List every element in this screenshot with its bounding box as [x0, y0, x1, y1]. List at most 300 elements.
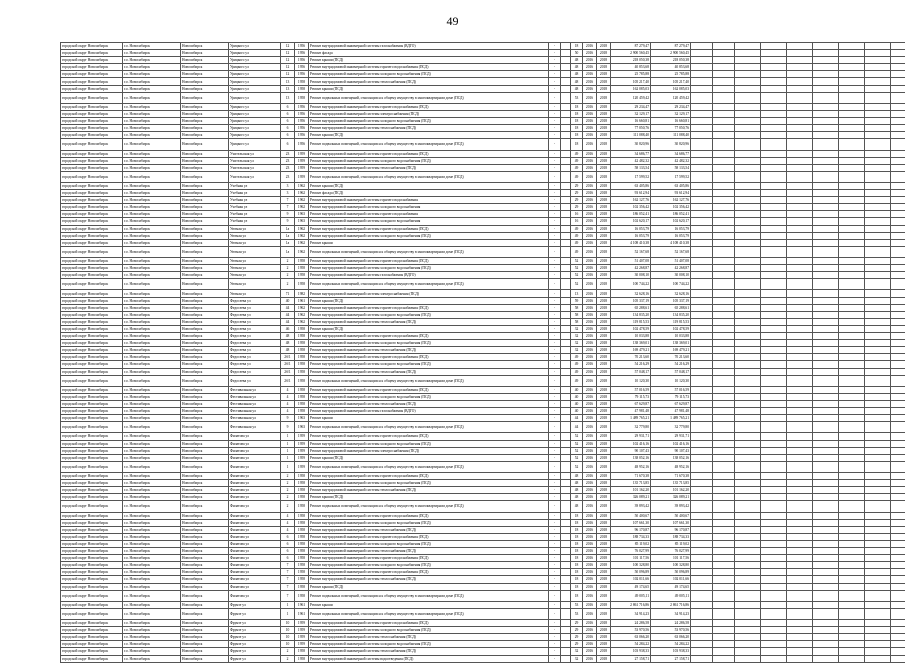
cell-work: Ремонт внутридомовой инженерной системы холодного водоснабжения (ПСД) — [309, 340, 549, 347]
cell-empty — [735, 608, 761, 619]
cell-empty — [865, 279, 891, 290]
cell-city2: Новосибирск — [181, 340, 229, 347]
cell-empty — [787, 182, 813, 189]
cell-sum2: 54 284,22 — [651, 641, 691, 648]
cell-empty — [891, 480, 905, 487]
cell-empty — [813, 440, 839, 447]
cell-sum: 10 033,88 — [611, 333, 651, 340]
cell-y2: 2018 — [597, 347, 611, 354]
cell-work: Ремонт подвальных помещений, относящихся к общему имуществу в многоквартирном доме (ПСД) — [309, 92, 549, 103]
table-row — [61, 461, 905, 472]
cell-house: 3 — [281, 182, 295, 189]
cell-sum: 54 284,22 — [611, 641, 651, 648]
cell-y2: 2018 — [597, 562, 611, 569]
cell-empty — [813, 57, 839, 64]
cell-city2: Новосибирск — [181, 164, 229, 171]
cell-area: городской округ Новосибирск — [61, 361, 123, 368]
cell-empty — [761, 408, 787, 415]
cell-sum: 138 052,16 — [611, 454, 651, 461]
table-row — [61, 393, 905, 400]
cell-empty — [813, 232, 839, 239]
cell-sum2: 87 279,47 — [651, 43, 691, 50]
cell-empty — [865, 297, 891, 304]
cell-empty — [839, 447, 865, 454]
cell-city2: Новосибирск — [181, 533, 229, 540]
cell-n: 18 — [571, 583, 583, 590]
cell-year: 1962 — [295, 304, 309, 311]
cell-empty — [561, 562, 571, 569]
cell-sum2: 2 900 560,45 — [651, 50, 691, 57]
cell-empty — [691, 118, 713, 125]
cell-house: 7 — [281, 197, 295, 204]
cell-year: 1958 — [295, 473, 309, 480]
cell-year: 1962 — [295, 190, 309, 197]
cell-empty — [865, 440, 891, 447]
cell-sum2: 4 108 410,38 — [651, 239, 691, 246]
cell-house: 10 — [281, 627, 295, 634]
cell-empty — [787, 225, 813, 232]
cell-empty — [735, 279, 761, 290]
cell-empty — [561, 311, 571, 318]
cell-area: городской округ Новосибирск — [61, 239, 123, 246]
cell-empty — [761, 57, 787, 64]
cell-empty — [813, 246, 839, 257]
cell-n: 48 — [571, 494, 583, 501]
cell-empty — [691, 57, 713, 64]
cell-city: г.о. Новосибирск — [123, 64, 181, 71]
cell-empty — [891, 422, 905, 433]
table-row — [61, 501, 905, 512]
cell-area: городской округ Новосибирск — [61, 533, 123, 540]
cell-city: г.о. Новосибирск — [123, 232, 181, 239]
cell-city: г.о. Новосибирск — [123, 139, 181, 150]
cell-street: Федосеева ул — [229, 333, 281, 340]
cell-empty — [691, 340, 713, 347]
cell-city2: Новосибирск — [181, 325, 229, 332]
cell-street: Фрунзе ул — [229, 601, 281, 608]
cell-empty — [813, 85, 839, 92]
cell-street: Федосеева ул — [229, 368, 281, 375]
cell-sum2: 2 861 716,86 — [651, 601, 691, 608]
cell-empty — [839, 368, 865, 375]
cell-n: 18 — [571, 43, 583, 50]
cell-work: Ремонт крыши (ПСД) — [309, 454, 549, 461]
cell-empty — [865, 211, 891, 218]
cell-sum: 87 279,47 — [611, 43, 651, 50]
cell-empty — [891, 197, 905, 204]
cell-empty — [839, 433, 865, 440]
cell-street: Уютная ул — [229, 225, 281, 232]
cell-empty — [691, 50, 713, 57]
cell-empty — [839, 64, 865, 71]
cell-empty — [691, 290, 713, 297]
cell-y2: 2018 — [597, 164, 611, 171]
cell-y2: 2018 — [597, 393, 611, 400]
cell-house: 2б/1 — [281, 375, 295, 386]
cell-empty — [561, 197, 571, 204]
cell-empty — [713, 408, 735, 415]
cell-mark: - — [549, 125, 561, 132]
cell-y2: 2018 — [597, 232, 611, 239]
cell-empty — [839, 440, 865, 447]
cell-city2: Новосибирск — [181, 190, 229, 197]
cell-empty — [691, 43, 713, 50]
cell-y2: 2018 — [597, 473, 611, 480]
cell-empty — [713, 569, 735, 576]
cell-city2: Новосибирск — [181, 110, 229, 117]
cell-empty — [561, 461, 571, 472]
cell-year: 1956 — [295, 132, 309, 139]
cell-empty — [561, 354, 571, 361]
cell-empty — [891, 85, 905, 92]
cell-empty — [761, 533, 787, 540]
cell-empty — [691, 139, 713, 150]
cell-n: 29 — [571, 190, 583, 197]
cell-n: 50 — [571, 50, 583, 57]
cell-empty — [891, 386, 905, 393]
cell-empty — [691, 304, 713, 311]
cell-empty — [787, 103, 813, 110]
cell-city: г.о. Новосибирск — [123, 304, 181, 311]
cell-n: 49 — [571, 239, 583, 246]
cell-y1: 2016 — [583, 211, 597, 218]
cell-house: 2 — [281, 648, 295, 655]
cell-area: городской округ Новосибирск — [61, 311, 123, 318]
cell-city: г.о. Новосибирск — [123, 526, 181, 533]
cell-y2: 2018 — [597, 171, 611, 182]
cell-empty — [865, 311, 891, 318]
cell-empty — [813, 279, 839, 290]
cell-street: Учебная ул — [229, 211, 281, 218]
cell-y1: 2016 — [583, 182, 597, 189]
cell-empty — [561, 375, 571, 386]
cell-city: г.о. Новосибирск — [123, 197, 181, 204]
cell-city2: Новосибирск — [181, 494, 229, 501]
cell-house: 1 — [281, 440, 295, 447]
cell-y1: 2016 — [583, 164, 597, 171]
cell-y1: 2016 — [583, 197, 597, 204]
cell-n: 29 — [571, 197, 583, 204]
cell-area: городской округ Новосибирск — [61, 576, 123, 583]
cell-sum2: 90 107,43 — [651, 447, 691, 454]
cell-city: г.о. Новосибирск — [123, 393, 181, 400]
cell-house: 48 — [281, 340, 295, 347]
cell-empty — [787, 361, 813, 368]
cell-empty — [865, 157, 891, 164]
cell-sum: 102 356,42 — [611, 204, 651, 211]
cell-empty — [839, 232, 865, 239]
table-row — [61, 258, 905, 265]
cell-city: г.о. Новосибирск — [123, 569, 181, 576]
cell-empty — [787, 204, 813, 211]
cell-street: Филатова ул — [229, 540, 281, 547]
cell-city: г.о. Новосибирск — [123, 43, 181, 50]
cell-mark: - — [549, 386, 561, 393]
cell-sum: 57 048,17 — [611, 368, 651, 375]
cell-house: 4 — [281, 400, 295, 407]
cell-empty — [691, 433, 713, 440]
cell-y1: 2016 — [583, 533, 597, 540]
cell-area: городской округ Новосибирск — [61, 190, 123, 197]
cell-empty — [839, 533, 865, 540]
cell-empty — [813, 375, 839, 386]
cell-mark: - — [549, 304, 561, 311]
cell-sum: 32 628,16 — [611, 290, 651, 297]
cell-empty — [891, 454, 905, 461]
cell-mark: - — [549, 318, 561, 325]
cell-n: 44 — [571, 415, 583, 422]
cell-empty — [813, 50, 839, 57]
cell-year: 1958 — [295, 393, 309, 400]
cell-empty — [735, 433, 761, 440]
cell-area: городской округ Новосибирск — [61, 648, 123, 655]
table-row — [61, 608, 905, 619]
cell-y2: 2018 — [597, 519, 611, 526]
cell-street: Филатова ул — [229, 583, 281, 590]
cell-empty — [891, 601, 905, 608]
cell-empty — [713, 533, 735, 540]
cell-year: 1959 — [295, 150, 309, 157]
table-row — [61, 361, 905, 368]
cell-sum: 71 670,38 — [611, 473, 651, 480]
cell-empty — [713, 354, 735, 361]
cell-year: 1958 — [295, 92, 309, 103]
cell-area: городской округ Новосибирск — [61, 225, 123, 232]
cell-empty — [891, 526, 905, 533]
cell-sum2: 48 952,16 — [651, 461, 691, 472]
cell-area: городской округ Новосибирск — [61, 583, 123, 590]
cell-empty — [761, 393, 787, 400]
cell-empty — [787, 655, 813, 662]
cell-work: Ремонт внутридомовой инженерной системы холодного водоснабжения (ПСД) — [309, 480, 549, 487]
cell-area: городской округ Новосибирск — [61, 494, 123, 501]
cell-empty — [839, 655, 865, 662]
cell-n: 40 — [571, 408, 583, 415]
cell-street: Урицкого ул — [229, 43, 281, 50]
cell-empty — [865, 461, 891, 472]
cell-street: Фестивальная ул — [229, 408, 281, 415]
cell-sum: 2 900 560,45 — [611, 50, 651, 57]
cell-street: Филатова ул — [229, 473, 281, 480]
cell-empty — [691, 333, 713, 340]
cell-street: Филатова ул — [229, 576, 281, 583]
cell-empty — [891, 347, 905, 354]
cell-mark: - — [549, 85, 561, 92]
cell-area: городской округ Новосибирск — [61, 454, 123, 461]
cell-empty — [735, 78, 761, 85]
table-row — [61, 526, 905, 533]
cell-city2: Новосибирск — [181, 118, 229, 125]
cell-empty — [561, 118, 571, 125]
cell-sum: 102 478,59 — [611, 325, 651, 332]
cell-empty — [735, 211, 761, 218]
cell-empty — [787, 386, 813, 393]
cell-area: городской округ Новосибирск — [61, 304, 123, 311]
cell-n: 18 — [571, 110, 583, 117]
cell-area: городской округ Новосибирск — [61, 512, 123, 519]
cell-empty — [761, 368, 787, 375]
cell-area: городской округ Новосибирск — [61, 347, 123, 354]
cell-empty — [713, 239, 735, 246]
cell-y2: 2018 — [597, 125, 611, 132]
cell-city: г.о. Новосибирск — [123, 311, 181, 318]
cell-empty — [813, 354, 839, 361]
cell-mark: - — [549, 576, 561, 583]
cell-street: Урицкого ул — [229, 132, 281, 139]
cell-sum: 47 981,48 — [611, 408, 651, 415]
cell-empty — [787, 501, 813, 512]
cell-empty — [761, 555, 787, 562]
cell-sum2: 29 234,47 — [651, 103, 691, 110]
cell-empty — [761, 340, 787, 347]
cell-year: 1958 — [295, 501, 309, 512]
cell-mark: - — [549, 57, 561, 64]
cell-sum: 10 120,30 — [611, 375, 651, 386]
cell-empty — [865, 361, 891, 368]
cell-sum2: 79 115,73 — [651, 393, 691, 400]
cell-empty — [813, 408, 839, 415]
cell-mark: - — [549, 211, 561, 218]
cell-sum: 63 405,86 — [611, 182, 651, 189]
cell-empty — [787, 211, 813, 218]
cell-area: городской округ Новосибирск — [61, 157, 123, 164]
cell-empty — [735, 368, 761, 375]
cell-sum2: 49 005,11 — [651, 590, 691, 601]
cell-area: городской округ Новосибирск — [61, 103, 123, 110]
cell-house: 7 — [281, 569, 295, 576]
cell-street: Филатова ул — [229, 447, 281, 454]
cell-empty — [839, 290, 865, 297]
cell-empty — [891, 519, 905, 526]
cell-empty — [713, 103, 735, 110]
cell-empty — [839, 548, 865, 555]
cell-empty — [787, 480, 813, 487]
cell-empty — [735, 265, 761, 272]
cell-empty — [839, 340, 865, 347]
cell-house: 10 — [281, 634, 295, 641]
cell-city: г.о. Новосибирск — [123, 422, 181, 433]
cell-empty — [691, 318, 713, 325]
cell-empty — [813, 218, 839, 225]
cell-empty — [761, 576, 787, 583]
cell-work: Ремонт подвальных помещений, относящихся к общему имуществу в многоквартирном доме (ПСД) — [309, 422, 549, 433]
cell-city2: Новосибирск — [181, 361, 229, 368]
cell-work: Ремонт внутридомовой инженерной системы холодного водоснабжения (ПСД) — [309, 157, 549, 164]
cell-city: г.о. Новосибирск — [123, 473, 181, 480]
cell-city: г.о. Новосибирск — [123, 655, 181, 662]
cell-empty — [865, 501, 891, 512]
cell-city2: Новосибирск — [181, 562, 229, 569]
cell-empty — [787, 641, 813, 648]
cell-city: г.о. Новосибирск — [123, 590, 181, 601]
cell-mark: - — [549, 433, 561, 440]
cell-city: г.о. Новосибирск — [123, 608, 181, 619]
cell-empty — [713, 454, 735, 461]
cell-empty — [561, 519, 571, 526]
cell-work: Ремонт внутридомовой инженерной системы горячего водоснабжения — [309, 211, 549, 218]
cell-empty — [865, 204, 891, 211]
cell-empty — [787, 139, 813, 150]
cell-street: Урицкого ул — [229, 64, 281, 71]
cell-year: 1962 — [295, 225, 309, 232]
cell-work: Ремонт внутридомовой инженерной системы горячего водоснабжения (ПСД) — [309, 555, 549, 562]
cell-empty — [691, 190, 713, 197]
cell-empty — [839, 246, 865, 257]
cell-empty — [891, 608, 905, 619]
cell-city: г.о. Новосибирск — [123, 85, 181, 92]
cell-sum: 119 815,53 — [611, 318, 651, 325]
cell-empty — [735, 50, 761, 57]
cell-y2: 2018 — [597, 279, 611, 290]
cell-n: 49 — [571, 246, 583, 257]
cell-y1: 2016 — [583, 43, 597, 50]
cell-empty — [813, 311, 839, 318]
cell-sum: 90 107,43 — [611, 447, 651, 454]
cell-work: Ремонт внутридомовой инженерной системы электроснабжения (ПСД) — [309, 447, 549, 454]
cell-work: Ремонт внутридомовой инженерной системы водоотведения (ПСД) — [309, 655, 549, 662]
cell-empty — [561, 422, 571, 433]
cell-empty — [813, 386, 839, 393]
cell-street: Уютная ул — [229, 290, 281, 297]
cell-empty — [813, 548, 839, 555]
cell-area: городской округ Новосибирск — [61, 393, 123, 400]
cell-work: Ремонт внутридомовой инженерной системы холодного водоснабжения (ПСД) — [309, 71, 549, 78]
cell-house: 9 — [281, 422, 295, 433]
cell-n: 44 — [571, 422, 583, 433]
cell-y1: 2016 — [583, 393, 597, 400]
cell-city: г.о. Новосибирск — [123, 333, 181, 340]
cell-house: 6 — [281, 132, 295, 139]
cell-area: городской округ Новосибирск — [61, 132, 123, 139]
cell-y1: 2016 — [583, 620, 597, 627]
cell-empty — [865, 150, 891, 157]
cell-empty — [813, 211, 839, 218]
cell-work: Ремонт крыши (ПСД) — [309, 182, 549, 189]
cell-empty — [735, 562, 761, 569]
cell-mark: - — [549, 408, 561, 415]
cell-empty — [891, 569, 905, 576]
cell-y1: 2016 — [583, 118, 597, 125]
cell-street: Филатова ул — [229, 461, 281, 472]
cell-sum: 34 914,23 — [611, 608, 651, 619]
table-row — [61, 190, 905, 197]
cell-area: городской округ Новосибирск — [61, 85, 123, 92]
cell-empty — [839, 311, 865, 318]
table-row — [61, 225, 905, 232]
cell-empty — [713, 64, 735, 71]
table-row — [61, 569, 905, 576]
cell-street: Уютная ул — [229, 239, 281, 246]
cell-year: 1958 — [295, 512, 309, 519]
cell-street: Фрунзе ул — [229, 627, 281, 634]
cell-empty — [713, 265, 735, 272]
cell-street: Урицкого ул — [229, 57, 281, 64]
cell-empty — [891, 325, 905, 332]
cell-empty — [561, 318, 571, 325]
cell-empty — [813, 461, 839, 472]
cell-sum2: 138 052,16 — [651, 454, 691, 461]
cell-empty — [713, 494, 735, 501]
cell-sum: 70 213,60 — [611, 354, 651, 361]
cell-empty — [865, 480, 891, 487]
table-row — [61, 512, 905, 519]
cell-empty — [787, 304, 813, 311]
cell-year: 1963 — [295, 415, 309, 422]
cell-empty — [713, 540, 735, 547]
cell-area: городской округ Новосибирск — [61, 182, 123, 189]
cell-empty — [813, 297, 839, 304]
cell-empty — [787, 171, 813, 182]
